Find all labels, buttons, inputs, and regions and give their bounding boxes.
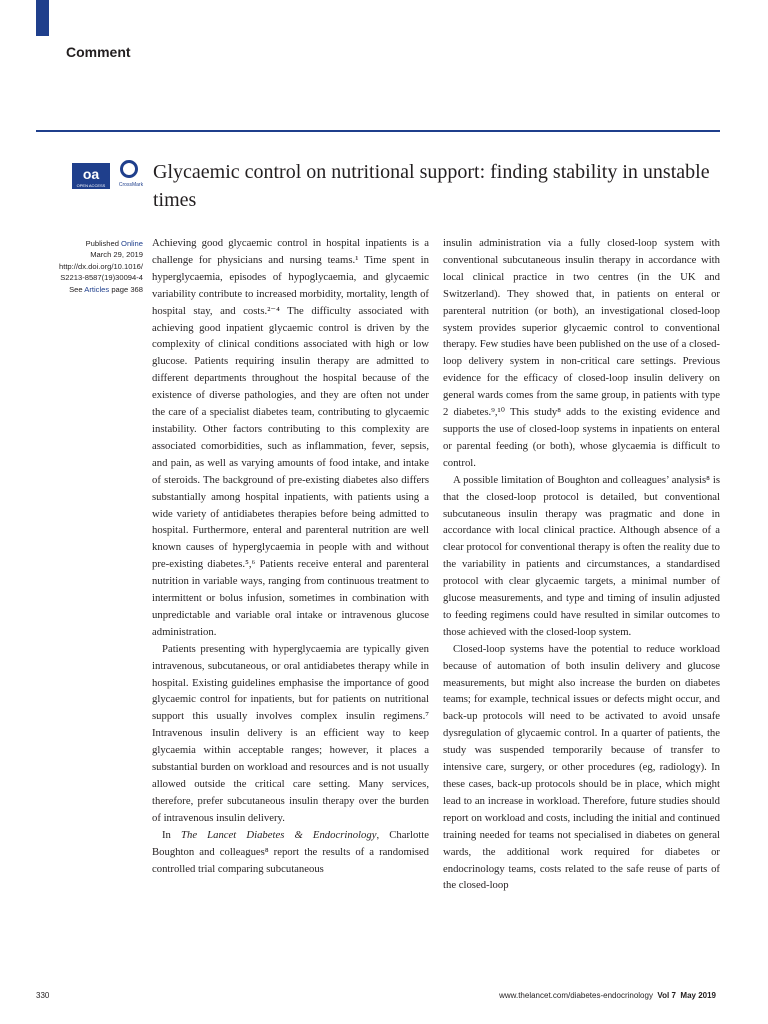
- article-title: Glycaemic control on nutritional support: finding stability in unstable times: [153, 161, 710, 211]
- body-text-fragment: , Charlotte Boughton and colleagues⁸ report the results of a randomised controlled trial comparing subcutaneous: [152, 828, 429, 875]
- published-date: March 29, 2019: [90, 250, 143, 260]
- body-paragraph: [152, 827, 429, 878]
- body-text-fragment: In: [162, 828, 182, 841]
- crossmark-icon[interactable]: [115, 160, 145, 194]
- published-online-link[interactable]: Online: [121, 239, 143, 248]
- doi-link-line1[interactable]: http://dx.doi.org/10.1016/: [58, 261, 143, 271]
- section-label: Comment: [66, 44, 131, 60]
- see-page-ref: page 368: [111, 284, 143, 294]
- doi-link-line2[interactable]: S2213-8587(19)30094-4: [60, 273, 143, 283]
- journal-name: The Lancet Diabetes & Endocrinology: [181, 828, 377, 841]
- body-paragraph: Closed-loop systems have the potential to reduce workload because of automation of both insulin delivery and glucose measurements, but might also increase the burden on diabetes teams; for example, technical issues or defects might occur, and back-up protocols will need to be activated to avoid unsafe dysregulation of glycaemic control. In a quarter of patients, the study was suspended temporarily because of transfer to intensive care, surgery, or other procedures (eg, radiology). In these cases, back-up protocols should be in place, which might lead to an increase in workload. Therefore, future studies should report on workload and costs, including the initial and continued training needed for teams not specialised in diabetes on general wards, the additional work required for diabetes or endocrinology teams, costs related to the safe reuse of parts of the closed-loop: [443, 642, 720, 892]
- body-paragraph: Patients presenting with hyperglycaemia are typically given intravenous, subcutaneous, or oral antidiabetes therapy while in hospital. Existing guidelines emphasise the importance of good glycaemic control for inpatients, but for patients on nutritional support this usually involves complex insulin regimens.⁷ Intravenous insulin delivery is an efficient way to keep glycaemia within acceptable ranges; however, it places a substantial burden on workload and resources and is not usually allowed outside the critical care setting. Many services, therefore, prefer subcutaneous insulin therapy over the burden of intravenous insulin delivery.: [152, 642, 429, 824]
- body-paragraph: Achieving good glycaemic control in hospital inpatients is a challenge for physicians and nursing teams.¹ Time spent in hyperglycaemia, episodes of hypoglycaemia, and glycaemic variability contribute to increased morbidity, mortality, length of hospital stay, and costs.²⁻⁴ The difficulty associated with achieving good inpatient glycaemic control is driven by the complexity of clinical conditions associated with high or low glucose. Patients requiring insulin therapy are admitted to different departments throughout the hospital because of the existence of diverse pathologies, and they are often not under the care of a specialist diabetes team, contributing to glycaemic instability. Other factors contributing to this complexity are associated comorbidities, such as inflammation, fever, sepsis, and pain, as well as varying amounts of food intake, and intake of steroids. The background of pre-existing diabetes also differs substantially among hospital inpatients, with patients using a wide variety of antidiabetes therapies before being admitted to hospital. Furthermore, enteral and parenteral nutrition are well known causes of hyperglycaemia in people with and without pre-existing diabetes.⁵,⁶ Patients receive enteral and parenteral nutrition in variable ways, ranging from continuous treatment to intermittent or bolus infusion, sometimes in combination with unpredictable and variable oral intake or intravenous glucose administration.: [152, 237, 429, 638]
- see-articles-link[interactable]: Articles: [84, 284, 110, 294]
- published-prefix: Published: [85, 239, 119, 248]
- body-column-right: [443, 235, 720, 894]
- body-column-left: [152, 235, 429, 877]
- article-metadata-sidebar: [40, 238, 143, 295]
- published-line: [40, 238, 143, 249]
- oa-badge-subtext: OPEN ACCESS: [76, 183, 106, 188]
- see-articles-line: [40, 284, 143, 295]
- body-paragraph: A possible limitation of Boughton and colleagues’ analysis⁸ is that the closed-loop protocol is detailed, but conventional subcutaneous insulin therapy was pragmatic and done in accordance with local clinical practice. Although absence of a clear protocol for conventional therapy is often the reality due to the variability in patients and circumstances, a standardised protocol with clear glycaemic targets, a minimal number of glucose measurements, and type and timing of insulin adjusted to feeding regimens could have resulted in similar outcomes to those achieved with the closed-loop system.: [443, 473, 720, 638]
- journal-volume: Vol 7: [657, 991, 676, 1000]
- see-prefix: See: [69, 284, 83, 294]
- crossmark-label: CrossMark: [118, 182, 144, 188]
- journal-issue-date: May 2019: [680, 991, 716, 1000]
- journal-footer: [499, 991, 716, 1000]
- header-rule: [36, 130, 720, 132]
- body-paragraph: insulin administration via a fully closed-loop system with conventional subcutaneous insulin therapy in accordance with local clinical practice in two centres (in the UK and Switzerland). They showed that, in patients on enteral or parenteral nutrition (or both), an investigational closed-loop system provides superior glycaemic control to conventional therapy. Few studies have been published on the use of a closed-loop delivery system in non-critical care settings. Previous evidence for the efficacy of closed-loop insulin delivery on general wards comes from the same group, in patients with type 2 diabetes.⁹,¹⁰ This study⁸ adds to the existing evidence and supports the use of closed-loop systems in inpatients on enteral or parental feeding (or both), whose glycaemia is difficult to control.: [443, 237, 720, 469]
- journal-url[interactable]: www.thelancet.com/diabetes-endocrinology: [499, 991, 653, 1000]
- section-color-bar: [36, 0, 49, 36]
- page-number: 330: [36, 991, 50, 1000]
- oa-badge-text: oa: [82, 166, 100, 182]
- open-access-icon[interactable]: [72, 163, 110, 189]
- crossmark-ring: [120, 160, 138, 178]
